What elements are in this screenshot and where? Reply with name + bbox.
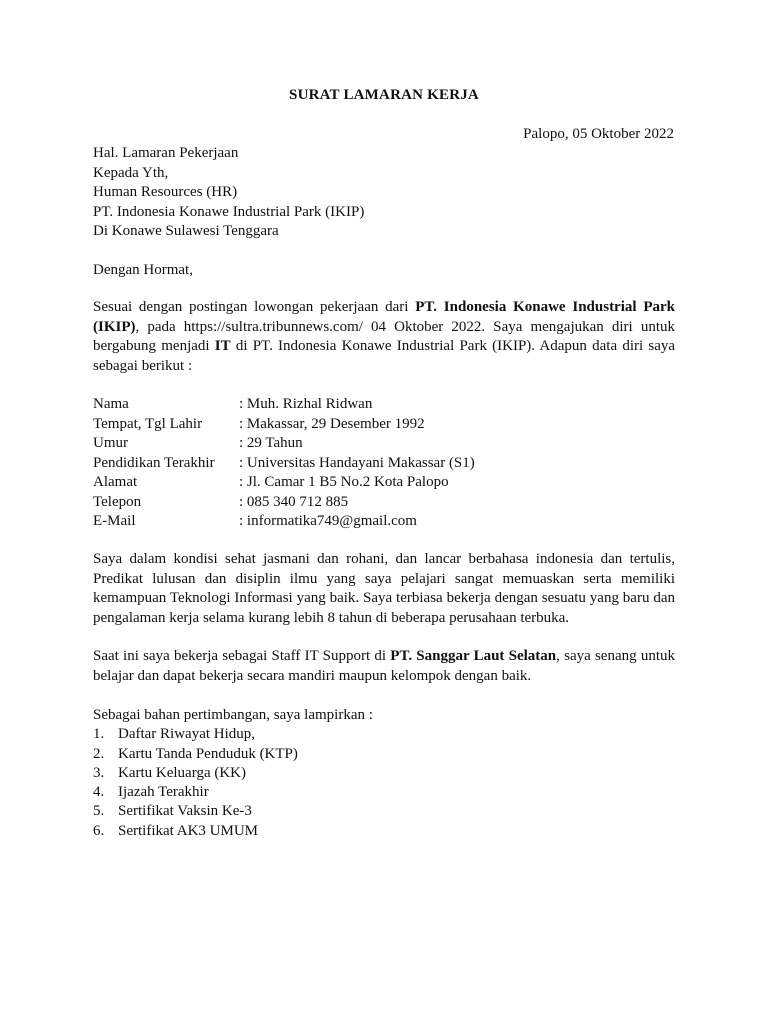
info-value: : 29 Tahun (239, 435, 303, 451)
list-number: 2. (93, 745, 105, 762)
info-label: Nama (93, 396, 129, 412)
date-line: Palopo, 05 Oktober 2022 (523, 126, 674, 142)
list-item (93, 822, 675, 841)
intro-paragraph (93, 298, 675, 376)
list-number: 1. (93, 726, 105, 743)
list-number: 4. (93, 784, 105, 801)
intro-company: PT. Indonesia Konawe Industrial Park (IKIP) (93, 299, 675, 335)
subject-line: Hal. Lamaran Pekerjaan (93, 145, 239, 161)
info-label: Alamat (93, 474, 138, 490)
info-row (93, 395, 675, 415)
list-number: 6. (93, 822, 105, 839)
body-paragraph-2 (93, 647, 675, 686)
info-label: Pendidikan Terakhir (93, 454, 215, 471)
info-row (93, 493, 675, 513)
intro-text-1: Sesuai dengan postingan lowongan pekerjaan dari (93, 299, 416, 315)
info-value: : Makassar, 29 Desember 1992 (239, 415, 425, 432)
recipient-location: Di Konawe Sulawesi Tenggara (93, 223, 279, 239)
list-text: Ijazah Terakhir (118, 784, 209, 801)
intro-text-2: , pada https://sultra.tribunnews.com/ 04 Oktober 2022. Saya mengajukan diri untuk bergabung menjadi (93, 318, 675, 354)
info-row (93, 454, 675, 474)
info-row (93, 512, 675, 532)
info-value: : Jl. Camar 1 B5 No.2 Kota Palopo (239, 474, 449, 490)
letter-title: SURAT LAMARAN KERJA (289, 87, 479, 103)
list-item (93, 764, 675, 783)
info-row (93, 415, 675, 435)
info-row (93, 473, 675, 493)
intro-position: IT (214, 338, 231, 354)
greeting: Dengan Hormat, (93, 262, 193, 278)
salutation-to: Kepada Yth, (93, 164, 169, 181)
para2-text-1: Saat ini saya bekerja sebagai Staff IT Support di (93, 648, 391, 664)
recipient-address (93, 144, 675, 242)
list-number: 3. (93, 764, 105, 781)
list-item (93, 745, 675, 764)
list-item (93, 802, 675, 821)
recipient-company: PT. Indonesia Konawe Industrial Park (IKIP) (93, 203, 365, 220)
personal-info (93, 395, 675, 532)
attachments (93, 706, 675, 841)
list-text: Sertifikat Vaksin Ke-3 (118, 803, 252, 820)
list-item (93, 725, 675, 744)
intro-text-3: di PT. Indonesia Konawe Industrial Park (IKIP). Adapun data diri saya sebagai berikut : (93, 338, 676, 374)
recipient-dept: Human Resources (HR) (93, 184, 238, 200)
info-value: : Muh. Rizhal Ridwan (239, 396, 373, 412)
attachments-intro: Sebagai bahan pertimbangan, saya lampirkan : (93, 707, 373, 723)
list-text: Kartu Keluarga (KK) (118, 764, 247, 781)
info-label: Telepon (93, 493, 142, 510)
body-paragraph-1: Saya dalam kondisi sehat jasmani dan rohani, dan lancar berbahasa indonesia dan tertulis, Predikat lulusan dan disiplin ilmu yang saya pelajari sangat memuaskan serta memiliki kemampuan Teknologi Informasi yang baik. Saya terbiasa bekerja dengan sesuatu yang baru dan pengalaman kerja selama kurang lebih 8 tahun di beberapa perusahaan terbuka. (93, 551, 675, 626)
list-text: Daftar Riwayat Hidup, (118, 726, 256, 743)
info-value: : informatika749@gmail.com (239, 513, 417, 529)
info-value: : 085 340 712 885 (239, 493, 349, 510)
info-row (93, 434, 675, 454)
info-value: : Universitas Handayani Makassar (S1) (239, 454, 475, 471)
info-label: Tempat, Tgl Lahir (93, 415, 203, 432)
list-item (93, 783, 675, 802)
list-text: Sertifikat AK3 UMUM (118, 822, 258, 839)
para2-company: PT. Sanggar Laut Selatan (390, 648, 557, 664)
list-text: Kartu Tanda Penduduk (KTP) (118, 745, 298, 762)
info-label: Umur (93, 435, 128, 451)
list-number: 5. (93, 803, 105, 820)
para2-text-2: , saya senang untuk belajar dan dapat bekerja secara mandiri maupun kelompok dengan baik. (93, 648, 675, 684)
info-label: E-Mail (93, 513, 136, 529)
